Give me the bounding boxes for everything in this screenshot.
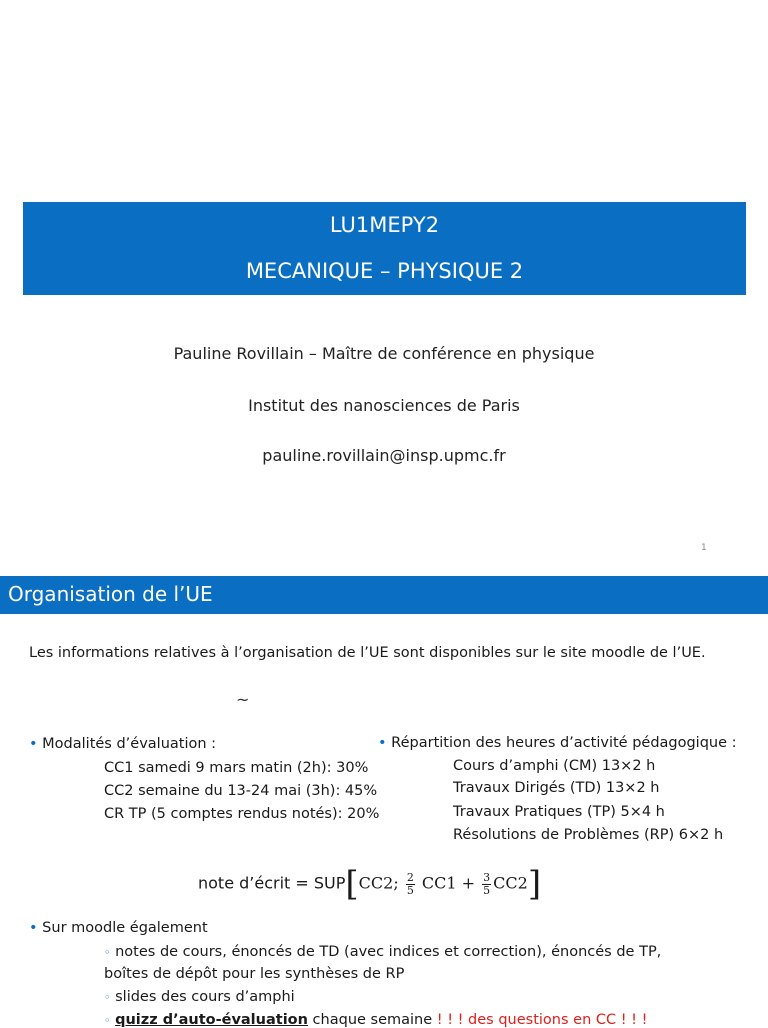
moodle-item [104, 1012, 647, 1028]
moodle-item-text: notes de cours, énoncés de TD (avec indices et correction), énoncés de TP, [115, 944, 662, 960]
instructor-line: Pauline Rovillain – Maître de conférence en physique [173, 344, 595, 363]
formula-term: CC2 [493, 873, 528, 893]
evaluation-item: CC1 samedi 9 mars matin (2h): 30% [104, 760, 369, 776]
slide-header-title: Organisation de l’UE [8, 582, 213, 606]
moodle-title: Sur moodle également [42, 920, 208, 936]
sub-bullet-icon: ◦ [104, 1014, 111, 1027]
fraction-numerator: 3 [483, 870, 491, 884]
slide-header [0, 576, 768, 614]
hours-item: Résolutions de Problèmes (RP) 6×2 h [453, 827, 724, 843]
grade-formula [198, 864, 541, 904]
hours-title: Répartition des heures d’activité pédagogique : [391, 735, 737, 751]
course-code: LU1MEPY2 [329, 213, 440, 237]
hours-item: Travaux Pratiques (TP) 5×4 h [453, 804, 665, 820]
evaluation-heading [29, 736, 216, 752]
fraction-denominator: 5 [406, 883, 414, 897]
formula-fraction [482, 872, 491, 897]
hours-item: Travaux Dirigés (TD) 13×2 h [453, 780, 660, 796]
fraction-numerator: 2 [406, 870, 414, 884]
moodle-item-continuation: boîtes de dépôt pour les synthèses de RP [104, 966, 405, 982]
quiz-warning: ! ! ! des questions en CC ! ! ! [436, 1012, 648, 1028]
formula-term: CC2; [358, 873, 399, 893]
moodle-item [104, 944, 661, 960]
moodle-heading [29, 920, 208, 936]
sub-bullet-icon: ◦ [104, 946, 111, 959]
formula-open-bracket: [ [345, 864, 359, 904]
formula-term: CC1 + [421, 873, 476, 893]
quiz-frequency: chaque semaine [307, 1012, 437, 1028]
formula-close-bracket: ] [527, 864, 542, 904]
email-line: pauline.rovillain@insp.upmc.fr [262, 446, 506, 465]
evaluation-item: CC2 semaine du 13-24 mai (3h): 45% [104, 783, 378, 799]
bullet-icon: • [29, 736, 38, 752]
bullet-icon: • [29, 920, 38, 936]
fraction-denominator: 5 [483, 883, 491, 897]
tilde-mark: ~ [236, 690, 250, 709]
page-number: 1 [701, 543, 707, 553]
hours-heading [378, 735, 737, 751]
quiz-label: quizz d’auto-évaluation [115, 1012, 308, 1028]
evaluation-item: CR TP (5 comptes rendus notés): 20% [104, 806, 380, 822]
intro-text: Les informations relatives à l’organisation de l’UE sont disponibles sur le site moodle de l’UE. [29, 645, 706, 661]
formula-prefix: note d’écrit = SUP [198, 873, 346, 893]
course-title: MECANIQUE – PHYSIQUE 2 [245, 259, 524, 283]
sub-bullet-icon: ◦ [104, 991, 111, 1004]
hours-item: Cours d’amphi (CM) 13×2 h [453, 758, 656, 774]
moodle-item [104, 989, 295, 1005]
moodle-item-text: slides des cours d’amphi [115, 989, 295, 1005]
evaluation-title: Modalités d’évaluation : [42, 736, 217, 752]
bullet-icon: • [378, 735, 387, 751]
institute-line: Institut des nanosciences de Paris [248, 396, 520, 415]
title-banner [23, 202, 746, 295]
organisation-slide [0, 576, 768, 1028]
formula-fraction [406, 872, 415, 897]
